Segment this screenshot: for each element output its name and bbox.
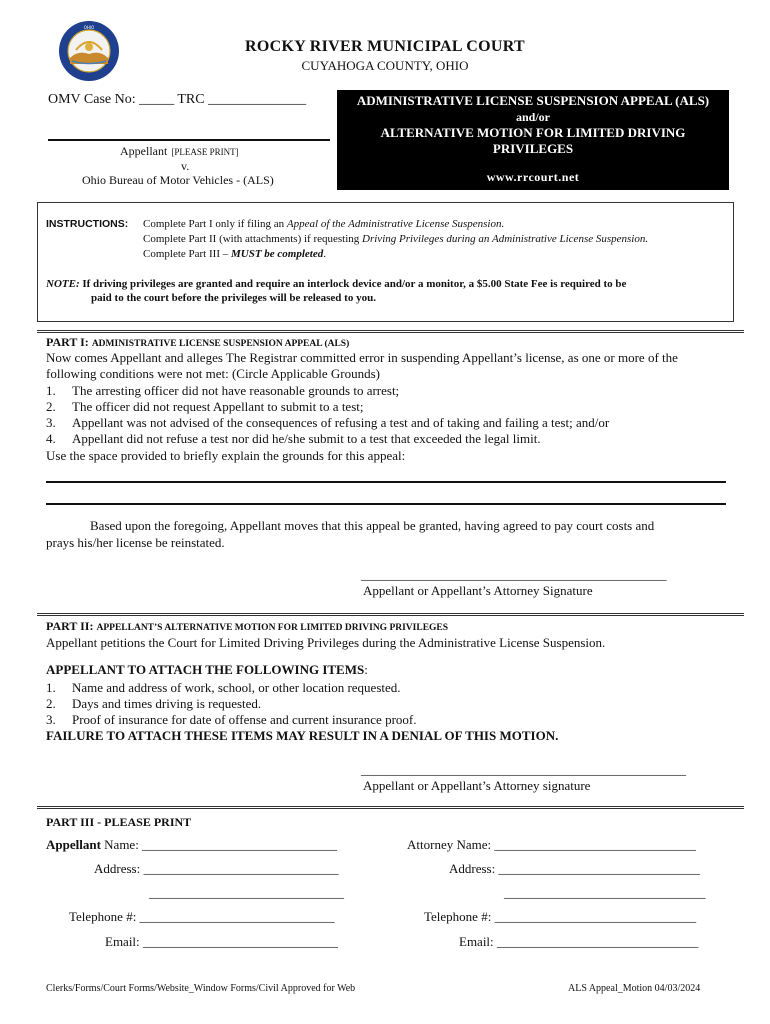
instruction-1-text: Complete Part I only if filing an — [143, 218, 287, 230]
part3-divider — [37, 806, 744, 809]
part1-intro-line2: following conditions were not met: (Circle Applicable Grounds) — [46, 366, 380, 381]
instruction-2-text: Complete Part II (with attachments) if requesting — [143, 233, 363, 245]
ground-2-text: The officer did not request Appellant to submit to a test; — [72, 399, 364, 414]
ground-item-4[interactable] — [46, 431, 541, 447]
versus-label: v. — [181, 159, 190, 173]
part2-divider — [37, 613, 744, 616]
appellant-name-blank: Name: ______________________________ — [100, 837, 338, 852]
explain-line-2[interactable] — [46, 503, 726, 505]
explain-line-1[interactable] — [46, 481, 726, 483]
attach-3-number: 3. — [46, 712, 56, 727]
part1-intro-line1: Now comes Appellant and alleges The Registrar committed error in suspending Appellant’s license, as one or more of the — [46, 350, 678, 365]
attach-heading-text: APPELLANT TO ATTACH THE FOLLOWING ITEMS — [46, 662, 365, 677]
ground-4-text: Appellant did not refuse a test nor did he/she submit to a test that exceeded the legal limit. — [72, 431, 541, 446]
attach-heading-colon: : — [364, 662, 368, 677]
ground-3-number: 3. — [46, 415, 56, 430]
ground-4-number: 4. — [46, 431, 56, 446]
part2-signature-label: Appellant or Appellant’s Attorney signature — [363, 778, 591, 793]
note-text-continued: paid to the court before the privileges will be released to you. — [91, 292, 376, 304]
form-title-line1: ADMINISTRATIVE LICENSE SUSPENSION APPEAL (ALS) — [356, 93, 710, 108]
attorney-name-field[interactable]: Attorney Name: _______________________________ — [407, 837, 696, 852]
attach-3-text: Proof of insurance for date of offense and current insurance proof. — [72, 712, 417, 727]
attorney-email-field[interactable]: Email: _______________________________ — [459, 934, 699, 949]
instruction-line-3 — [143, 248, 326, 260]
instructions-label: INSTRUCTIONS: — [46, 218, 129, 230]
part2-title: APPELLANT’S ALTERNATIVE MOTION FOR LIMITED DRIVING PRIVILEGES — [96, 623, 449, 633]
part2-intro: Appellant petitions the Court for Limited Driving Privileges during the Administrative License Suspension. — [46, 635, 606, 650]
denial-warning: FAILURE TO ATTACH THESE ITEMS MAY RESULT IN A DENIAL OF THIS MOTION. — [46, 728, 559, 743]
part2-label: PART II: — [46, 619, 94, 633]
attach-heading — [46, 662, 368, 678]
form-title-line3: ALTERNATIVE MOTION FOR LIMITED DRIVING — [380, 125, 686, 140]
appellant-email-field[interactable]: Email: ______________________________ — [105, 934, 338, 949]
court-website-link[interactable]: www.rrcourt.net — [486, 170, 580, 184]
ground-item-3[interactable] — [46, 415, 609, 431]
attach-1-number: 1. — [46, 680, 56, 695]
ground-3-text: Appellant was not advised of the consequences of refusing a test and of taking and failing a test; and/or — [72, 415, 610, 430]
form-title-box — [337, 90, 729, 190]
instruction-line-2 — [143, 233, 648, 245]
explain-prompt: Use the space provided to briefly explain the grounds for this appeal: — [46, 448, 406, 463]
note-label: NOTE: — [46, 278, 80, 290]
part3-title: PART III - PLEASE PRINT — [46, 815, 192, 829]
footer-path: Clerks/Forms/Court Forms/Website_Window Forms/Civil Approved for Web — [46, 983, 356, 994]
instruction-2-italic: Driving Privileges during an Administrative License Suspension. — [362, 233, 649, 245]
part2-heading — [46, 619, 448, 634]
attach-item-1 — [46, 680, 401, 696]
svg-text:OHIO: OHIO — [83, 25, 95, 30]
appellant-address-field[interactable]: Address: ______________________________ — [94, 861, 339, 876]
appellant-address-line2[interactable]: ______________________________ — [149, 885, 344, 900]
part1-label: PART I: — [46, 335, 89, 349]
attorney-address-line2[interactable]: _______________________________ — [504, 885, 706, 900]
part1-title: ADMINISTRATIVE LICENSE SUSPENSION APPEAL (ALS) — [91, 339, 350, 349]
attach-item-2 — [46, 696, 261, 712]
attach-item-3 — [46, 712, 417, 728]
appellant-name-line[interactable] — [48, 139, 330, 141]
ground-2-number: 2. — [46, 399, 56, 414]
attach-1-text: Name and address of work, school, or other location requested. — [72, 680, 401, 695]
footer-form-id: ALS Appeal_Motion 04/03/2024 — [568, 983, 701, 994]
part1-heading — [46, 335, 349, 350]
ground-item-1[interactable] — [46, 383, 399, 399]
appellant-name-bold: Appellant — [46, 837, 101, 852]
note-text: If driving privileges are granted and require an interlock device and/or a monitor, a $5.00 State Fee is required to be — [82, 278, 627, 290]
case-number-line[interactable]: OMV Case No: _____ TRC ______________ — [48, 92, 307, 107]
form-title-line2: and/or — [515, 110, 550, 124]
appellant-label: Appellant — [120, 144, 168, 158]
appellant-caption — [120, 144, 239, 159]
instruction-3-emphasis: MUST be completed — [230, 248, 324, 260]
form-title-line4: PRIVILEGES — [492, 141, 574, 156]
attach-2-number: 2. — [46, 696, 56, 711]
instruction-3-text: Complete Part III – — [143, 248, 231, 260]
attorney-telephone-field[interactable]: Telephone #: _______________________________ — [424, 909, 697, 924]
attach-2-text: Days and times driving is requested. — [72, 696, 262, 711]
instruction-line-1 — [143, 218, 504, 230]
county-name: CUYAHOGA COUNTY, OHIO — [301, 58, 469, 73]
motion-line-2: prays his/her license be reinstated. — [46, 535, 225, 550]
fee-note — [46, 277, 726, 292]
court-name: ROCKY RIVER MUNICIPAL COURT — [245, 38, 525, 55]
ground-1-text: The arresting officer did not have reasonable grounds to arrest; — [72, 383, 400, 398]
instruction-3-suffix: . — [323, 248, 326, 260]
appellant-telephone-field[interactable]: Telephone #: ______________________________ — [69, 909, 335, 924]
defendant-label: Ohio Bureau of Motor Vehicles - (ALS) — [82, 173, 274, 187]
part2-signature-line[interactable]: __________________________________________________ — [361, 762, 686, 777]
appellant-name-field[interactable] — [46, 837, 337, 853]
part1-signature-line[interactable]: _______________________________________________ — [361, 567, 667, 582]
part1-signature-label: Appellant or Appellant’s Attorney Signature — [363, 583, 593, 598]
instruction-1-italic: Appeal of the Administrative License Suspension. — [286, 218, 505, 230]
motion-line-1: Based upon the foregoing, Appellant moves that this appeal be granted, having agreed to pay court costs and — [90, 518, 655, 533]
ground-1-number: 1. — [46, 383, 56, 398]
attorney-address-field[interactable]: Address: _______________________________ — [449, 861, 700, 876]
part1-divider — [37, 330, 744, 333]
ground-item-2[interactable] — [46, 399, 363, 415]
please-print-note: [PLEASE PRINT] — [171, 147, 239, 157]
